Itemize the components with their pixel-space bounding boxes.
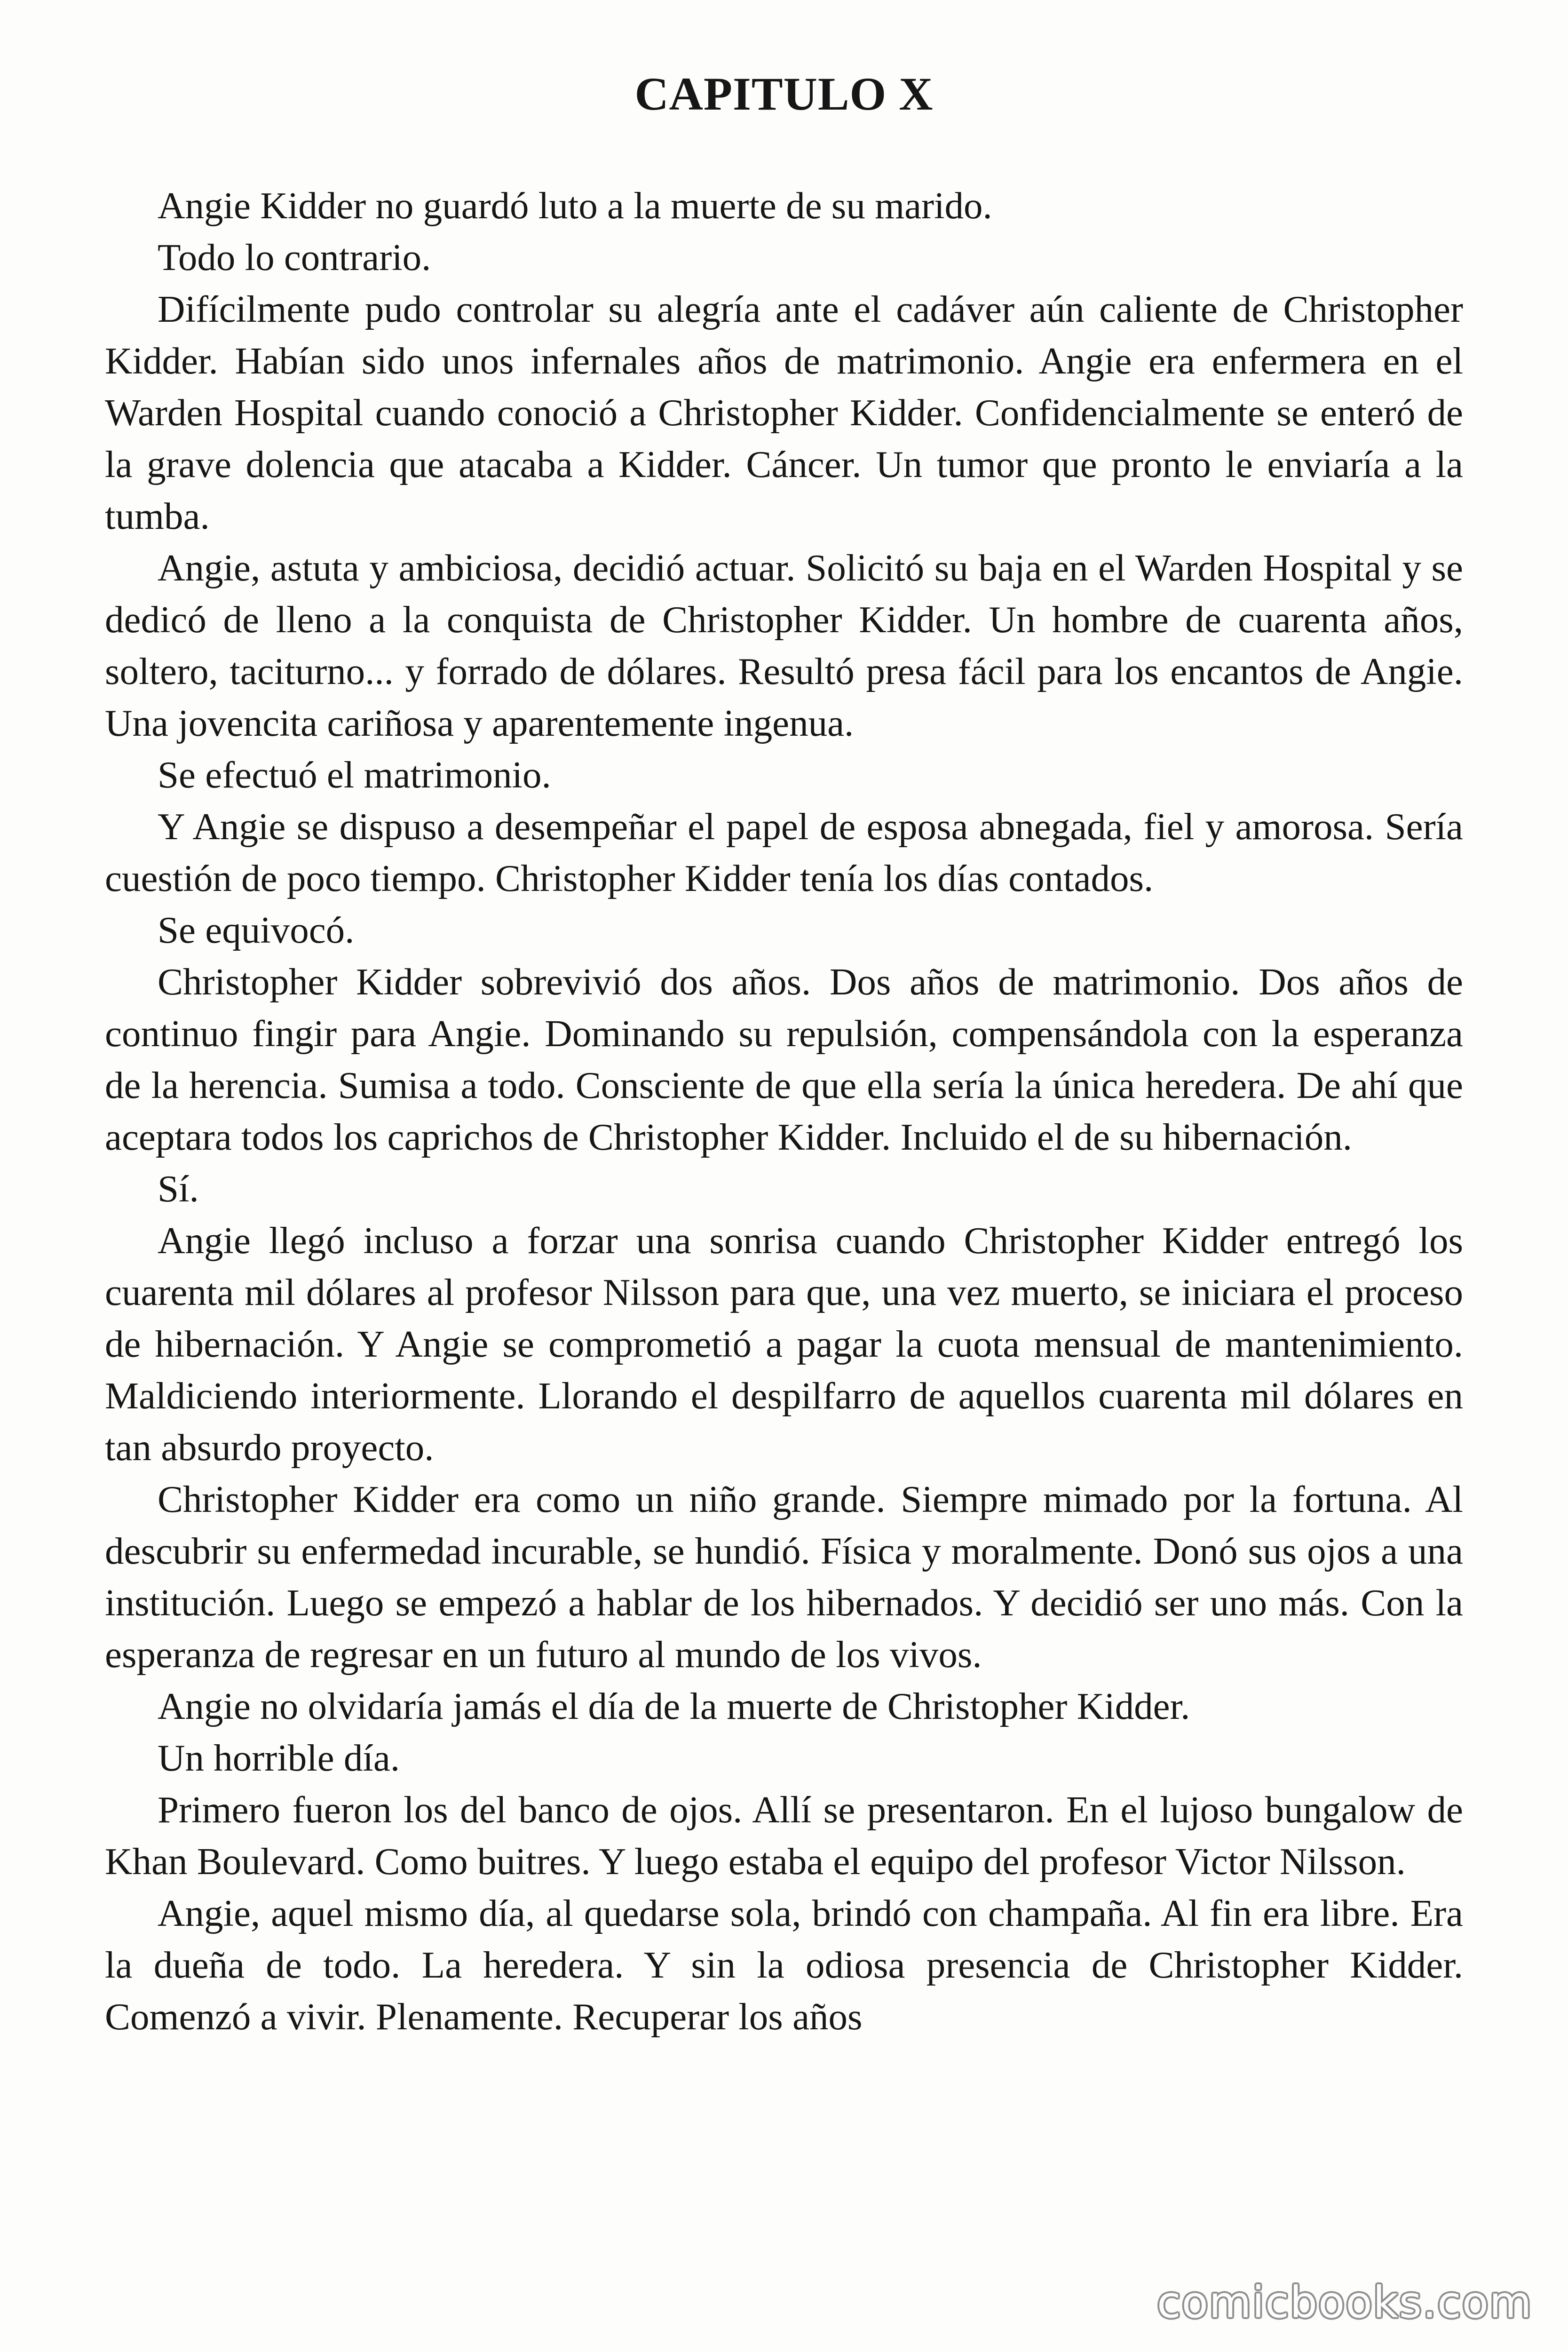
chapter-title: CAPITULO X (634, 68, 934, 120)
paragraph: Angie llegó incluso a forzar una sonrisa cuando Christopher Kidder entregó los cuarenta mil dólares al profesor Nilsson para que, una vez muerto, se iniciara el proceso de hibernación. Y Angie se comprometió a pagar la cuota mensual de mantenimiento. Maldiciendo interiormente. Llorando el despilfarro de aquellos cuarenta mil dólares en tan absurdo proyecto. (105, 1219, 1463, 1469)
watermark-logo: comicbooks.com (1157, 2277, 1533, 2328)
paragraph: Sí. (158, 1168, 199, 1210)
paragraph: Y Angie se dispuso a desempeñar el papel de esposa abnegada, fiel y amorosa. Sería cuestión de poco tiempo. Christopher Kidder tenía los días contados. (105, 805, 1463, 899)
paragraph: Christopher Kidder era como un niño grande. Siempre mimado por la fortuna. Al descubrir su enfermedad incurable, se hundió. Física y moralmente. Donó sus ojos a una institución. Luego se empezó a hablar de los hibernados. Y decidió ser uno más. Con la esperanza de regresar en un futuro al mundo de los vivos. (105, 1478, 1463, 1676)
paragraph: Un horrible día. (158, 1737, 400, 1779)
chapter-body (105, 180, 1463, 2042)
paragraph: Angie, astuta y ambiciosa, decidió actuar. Solicitó su baja en el Warden Hospital y se dedicó de lleno a la conquista de Christopher Kidder. Un hombre de cuarenta años, soltero, taciturno... y forrado de dólares. Resultó presa fácil para los encantos de Angie. Una jovencita cariñosa y aparentemente ingenua. (105, 547, 1463, 744)
paragraph: Christopher Kidder sobrevivió dos años. Dos años de matrimonio. Dos años de continuo fingir para Angie. Dominando su repulsión, compensándola con la esperanza de la herencia. Sumisa a todo. Consciente de que ella sería la única heredera. De ahí que aceptara todos los caprichos de Christopher Kidder. Incluido el de su hibernación. (105, 961, 1463, 1158)
paragraph: Se equivocó. (158, 909, 355, 951)
paragraph: Todo lo contrario. (158, 236, 431, 278)
paragraph: Angie, aquel mismo día, al quedarse sola, brindó con champaña. Al fin era libre. Era la dueña de todo. La heredera. Y sin la odiosa presencia de Christopher Kidder. Comenzó a vivir. Plenamente. Recuperar los años (105, 1892, 1463, 2038)
paragraph: Primero fueron los del banco de ojos. Allí se presentaron. En el lujoso bungalow de Khan Boulevard. Como buitres. Y luego estaba el equipo del profesor Victor Nilsson. (105, 1788, 1463, 1883)
paragraph: Se efectuó el matrimonio. (158, 754, 551, 796)
paragraph: Angie Kidder no guardó luto a la muerte de su marido. (158, 184, 992, 227)
paragraph: Difícilmente pudo controlar su alegría ante el cadáver aún caliente de Christopher Kidder. Habían sido unos infernales años de matrimonio. Angie era enfermera en el Warden Hospital cuando conoció a Christopher Kidder. Confidencialmente se enteró de la grave dolencia que atacaba a Kidder. Cáncer. Un tumor que pronto le enviaría a la tumba. (105, 288, 1463, 537)
paragraph: Angie no olvidaría jamás el día de la muerte de Christopher Kidder. (158, 1685, 1190, 1727)
